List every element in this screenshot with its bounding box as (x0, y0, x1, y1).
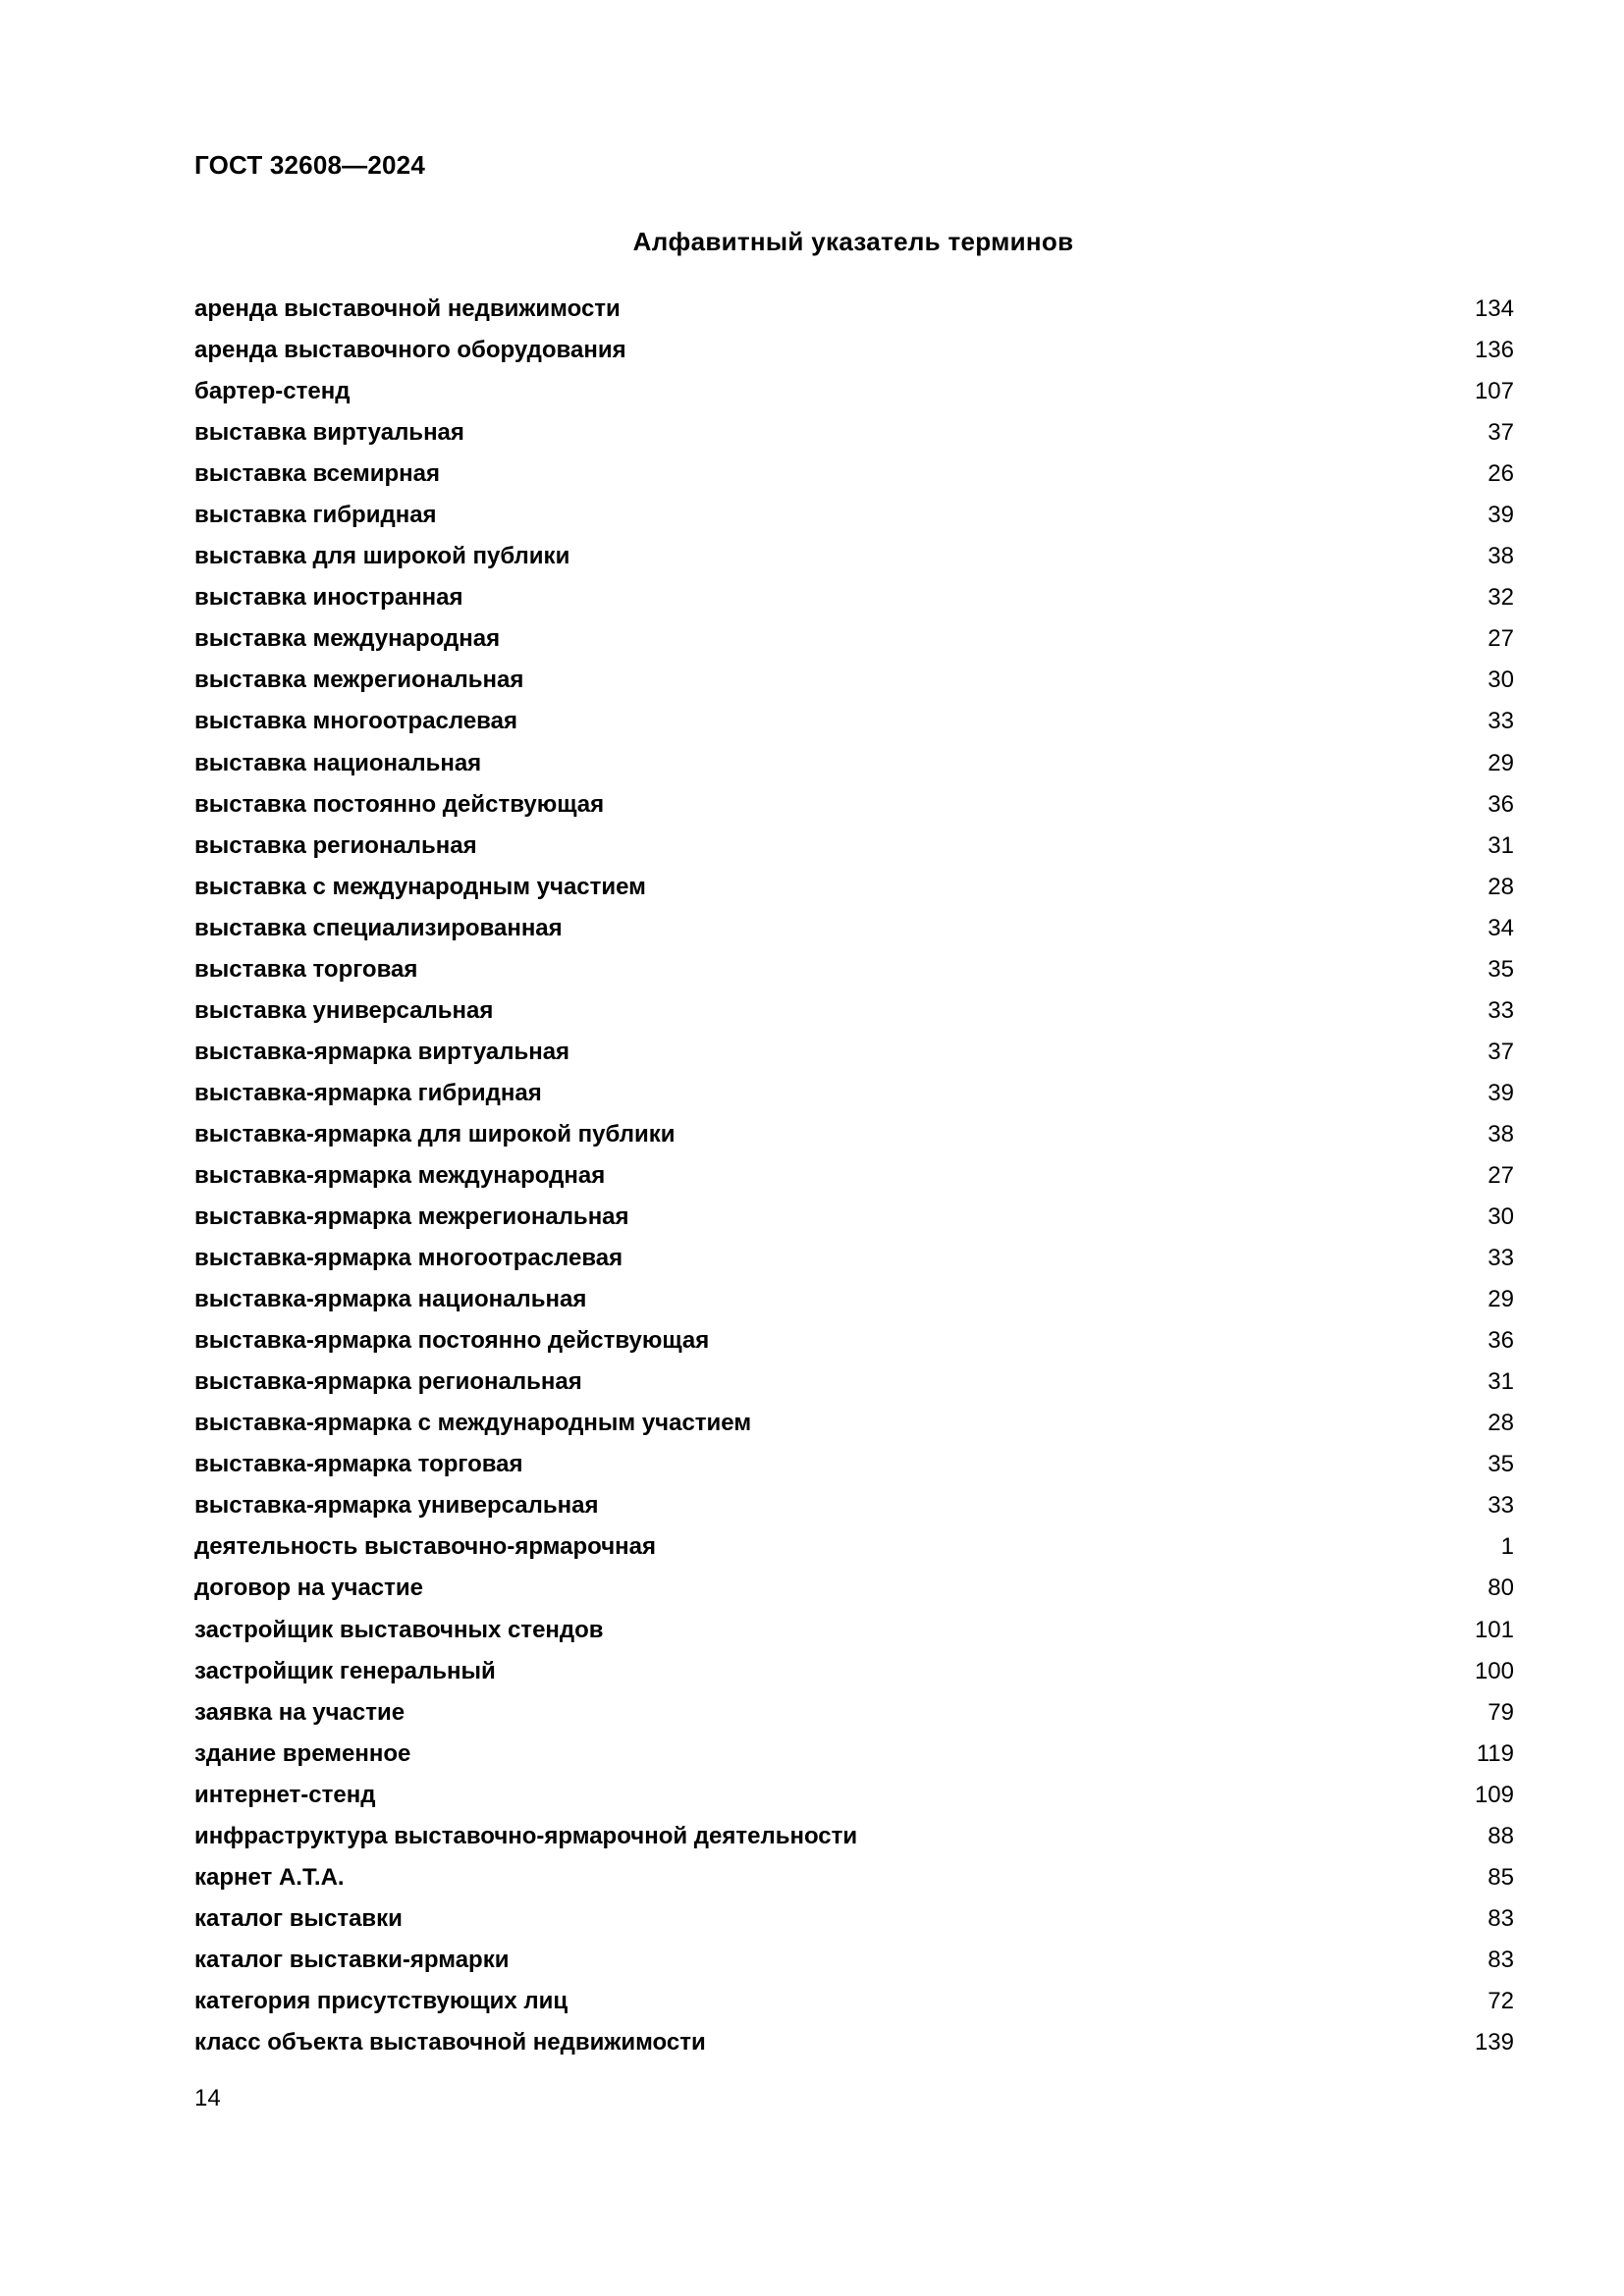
index-entry (194, 289, 1514, 330)
index-term: выставка всемирная (194, 460, 441, 488)
index-entry (194, 660, 1514, 701)
index-entry (194, 577, 1514, 618)
index-entry (194, 371, 1514, 412)
index-term-number: 80 (1488, 1575, 1514, 1602)
index-term-number: 39 (1488, 502, 1514, 529)
index-entry (194, 1775, 1514, 1816)
index-term-number: 72 (1488, 1987, 1514, 2014)
index-term: выставка с международным участием (194, 873, 646, 900)
index-term: выставка региональная (194, 831, 477, 859)
index-entry (194, 1032, 1514, 1073)
index-term: застройщик выставочных стендов (194, 1616, 604, 1643)
index-entry (194, 1940, 1514, 1981)
index-term-number: 37 (1488, 1038, 1514, 1065)
index-term: интернет-стенд (194, 1781, 376, 1808)
index-term-number: 100 (1474, 1657, 1514, 1684)
index-term: деятельность выставочно-ярмарочная (194, 1533, 656, 1561)
index-term: каталог выставки (194, 1904, 403, 1932)
index-term: выставка-ярмарка национальная (194, 1286, 587, 1313)
index-term-number: 27 (1488, 1161, 1514, 1189)
index-term-number: 38 (1488, 1120, 1514, 1148)
index-term-number: 32 (1488, 584, 1514, 612)
index-term: договор на участие (194, 1575, 424, 1602)
index-entry (194, 990, 1514, 1032)
index-term-number: 34 (1488, 914, 1514, 941)
index-term: выставка международная (194, 625, 501, 653)
index-entry (194, 330, 1514, 371)
index-entry (194, 1816, 1514, 1857)
index-term: выставка универсальная (194, 996, 494, 1024)
index-entry (194, 1073, 1514, 1114)
index-entry (194, 1568, 1514, 1609)
index-term-number: 136 (1474, 337, 1514, 364)
index-term-number: 109 (1474, 1781, 1514, 1808)
index-entry (194, 784, 1514, 826)
index-term-number: 35 (1488, 955, 1514, 983)
index-entry (194, 1981, 1514, 2022)
index-term-number: 107 (1474, 378, 1514, 405)
index-term: аренда выставочного оборудования (194, 337, 626, 364)
index-term-number: 79 (1488, 1698, 1514, 1726)
index-term-number: 28 (1488, 873, 1514, 900)
index-entry (194, 908, 1514, 949)
index-term: выставка многоотраслевая (194, 708, 517, 735)
index-entry (194, 454, 1514, 495)
index-term: выставка для широкой публики (194, 543, 570, 570)
index-term-number: 134 (1474, 295, 1514, 322)
index-term: выставка-ярмарка универсальная (194, 1492, 599, 1520)
index-term-number: 39 (1488, 1079, 1514, 1106)
index-term-number: 27 (1488, 625, 1514, 653)
index-title: Алфавитный указатель терминов (632, 227, 1074, 256)
index-term-number: 28 (1488, 1410, 1514, 1437)
index-term: выставка виртуальная (194, 419, 464, 447)
index-term: выставка-ярмарка многоотраслевая (194, 1245, 623, 1272)
index-term: выставка-ярмарка постоянно действующая (194, 1327, 710, 1355)
index-entry (194, 743, 1514, 784)
index-entry (194, 1898, 1514, 1940)
index-term: выставка постоянно действующая (194, 790, 605, 818)
index-term: выставка-ярмарка виртуальная (194, 1038, 570, 1065)
index-term: инфраструктура выставочно-ярмарочной деятельности (194, 1822, 858, 1849)
index-term-number: 37 (1488, 419, 1514, 447)
index-entry (194, 1485, 1514, 1526)
index-term-number: 36 (1488, 1327, 1514, 1355)
index-term: заявка на участие (194, 1698, 406, 1726)
index-entry (194, 701, 1514, 742)
index-term: выставка-ярмарка межрегиональная (194, 1203, 629, 1231)
index-term: категория присутствующих лиц (194, 1987, 568, 2014)
index-entry (194, 536, 1514, 577)
index-term-number: 83 (1488, 1946, 1514, 1973)
index-term: каталог выставки-ярмарки (194, 1946, 510, 1973)
index-entry (194, 1651, 1514, 1692)
index-term-number: 31 (1488, 831, 1514, 859)
index-entry (194, 1692, 1514, 1734)
index-term-number: 29 (1488, 1286, 1514, 1313)
index-entry (194, 1362, 1514, 1403)
index-term: выставка специализированная (194, 914, 563, 941)
index-term-number: 85 (1488, 1863, 1514, 1891)
index-term: карнет А.Т.А. (194, 1863, 345, 1891)
index-term-number: 29 (1488, 749, 1514, 776)
index-term: выставка торговая (194, 955, 418, 983)
index-term-number: 33 (1488, 1492, 1514, 1520)
index-entry (194, 1857, 1514, 1898)
index-term-number: 33 (1488, 708, 1514, 735)
index-term: выставка-ярмарка региональная (194, 1368, 582, 1396)
index-term: выставка-ярмарка международная (194, 1161, 606, 1189)
document-code-header: ГОСТ 32608—2024 (194, 150, 425, 180)
index-term: бартер-стенд (194, 378, 351, 405)
index-term-number: 33 (1488, 1245, 1514, 1272)
index-term-number: 30 (1488, 667, 1514, 694)
index-term-number: 119 (1476, 1739, 1514, 1767)
page-number: 14 (194, 2085, 221, 2111)
index-entry (194, 1403, 1514, 1444)
index-term: выставка-ярмарка с международным участием (194, 1410, 752, 1437)
index-entry (194, 1114, 1514, 1155)
index-term-number: 139 (1474, 2028, 1514, 2056)
index-entry (194, 1155, 1514, 1197)
index-entry (194, 412, 1514, 454)
index-entry (194, 1279, 1514, 1320)
index-term: выставка иностранная (194, 584, 463, 612)
index-term-number: 26 (1488, 460, 1514, 488)
index-term: выставка-ярмарка торговая (194, 1451, 523, 1478)
index-term-number: 88 (1488, 1822, 1514, 1849)
index-term: аренда выставочной недвижимости (194, 295, 621, 322)
index-term: здание временное (194, 1739, 411, 1767)
index-entry (194, 1610, 1514, 1651)
index-term-number: 35 (1488, 1451, 1514, 1478)
index-term-number: 33 (1488, 996, 1514, 1024)
index-entry (194, 495, 1514, 536)
index-entry (194, 1526, 1514, 1568)
index-entry (194, 1444, 1514, 1485)
index-term-number: 83 (1488, 1904, 1514, 1932)
index-entry (194, 1197, 1514, 1238)
index-entry (194, 2022, 1514, 2063)
term-index-list (194, 289, 1514, 2063)
index-term-number: 30 (1488, 1203, 1514, 1231)
index-term: выставка национальная (194, 749, 482, 776)
index-entry (194, 949, 1514, 990)
index-entry (194, 618, 1514, 660)
index-entry (194, 867, 1514, 908)
index-entry (194, 826, 1514, 867)
index-term: выставка межрегиональная (194, 667, 524, 694)
index-term: класс объекта выставочной недвижимости (194, 2028, 706, 2056)
index-term-number: 38 (1488, 543, 1514, 570)
index-entry (194, 1320, 1514, 1362)
index-term-number: 1 (1500, 1533, 1514, 1561)
index-term: выставка-ярмарка для широкой публики (194, 1120, 676, 1148)
index-term: выставка-ярмарка гибридная (194, 1079, 542, 1106)
index-term-number: 101 (1474, 1616, 1514, 1643)
index-term: выставка гибридная (194, 502, 437, 529)
index-term-number: 36 (1488, 790, 1514, 818)
index-entry (194, 1734, 1514, 1775)
index-entry (194, 1238, 1514, 1279)
index-term-number: 31 (1488, 1368, 1514, 1396)
index-term: застройщик генеральный (194, 1657, 496, 1684)
